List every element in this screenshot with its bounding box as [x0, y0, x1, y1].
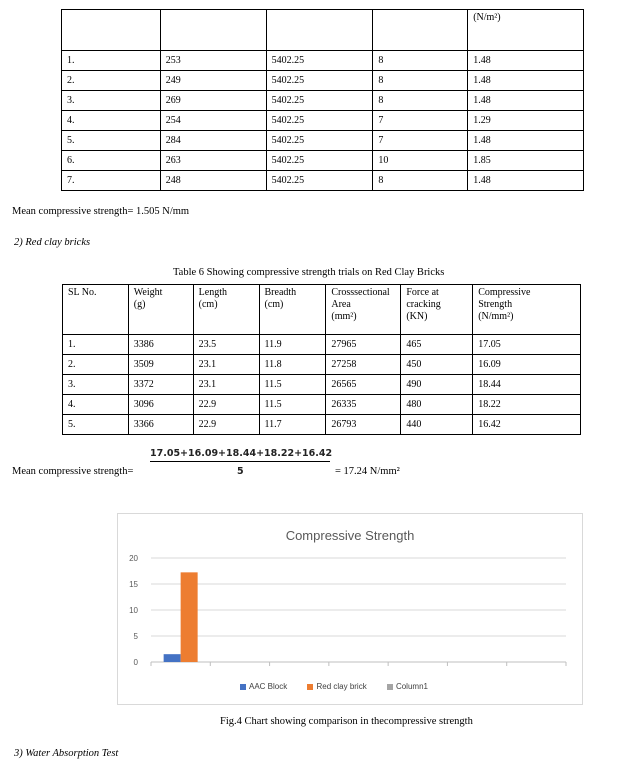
- bar-red-clay-brick: [181, 572, 198, 662]
- section-heading-red-clay: 2) Red clay bricks: [14, 237, 91, 248]
- table-row: [62, 171, 584, 191]
- y-tick-label: 10: [129, 606, 138, 615]
- table-cell: 5402.25: [266, 131, 373, 151]
- table-cell: 480: [401, 395, 473, 415]
- header-line: (cm): [198, 299, 218, 310]
- header-line: Force at: [406, 287, 439, 298]
- table-header-cell: (N/m²): [468, 10, 584, 51]
- table-cell: 16.09: [473, 355, 581, 375]
- table-cell: 253: [160, 51, 266, 71]
- table-cell: 5402.25: [266, 151, 373, 171]
- table-cell: 284: [160, 131, 266, 151]
- table-cell: 450: [401, 355, 473, 375]
- table-cell: 11.9: [259, 335, 326, 355]
- table-row: [63, 395, 581, 415]
- chart-plot: [118, 514, 582, 704]
- table-cell: 5402.25: [266, 51, 373, 71]
- table-row: [63, 375, 581, 395]
- header-line: (mm²): [331, 311, 357, 322]
- table-header-cell: [326, 285, 401, 335]
- table-cell: 7.: [62, 171, 161, 191]
- table-header-cell: [128, 285, 193, 335]
- legend-label: Column1: [395, 682, 428, 691]
- table-cell: 27258: [326, 355, 401, 375]
- header-line: (g): [133, 299, 146, 310]
- table-cell: 11.5: [259, 375, 326, 395]
- table-header-cell: [401, 285, 473, 335]
- table-cell: 1.29: [468, 111, 584, 131]
- table-cell: 263: [160, 151, 266, 171]
- table-cell: 26793: [326, 415, 401, 435]
- table-cell: 22.9: [193, 395, 259, 415]
- table-cell: 5402.25: [266, 111, 373, 131]
- table-cell: 16.42: [473, 415, 581, 435]
- legend-swatch: [240, 684, 246, 690]
- header-line: Strength: [478, 299, 513, 310]
- table-cell: 3096: [128, 395, 193, 415]
- y-tick-label: 0: [133, 658, 138, 667]
- table-cell: 1.48: [468, 171, 584, 191]
- table-cell: 18.22: [473, 395, 581, 415]
- table-cell: 26565: [326, 375, 401, 395]
- header-line: Compressive: [478, 287, 531, 298]
- table-row: [62, 71, 584, 91]
- table-row: [63, 335, 581, 355]
- table-cell: 17.05: [473, 335, 581, 355]
- compressive-strength-chart: [117, 513, 583, 705]
- table-cell: 3509: [128, 355, 193, 375]
- table-cell: 2.: [63, 355, 129, 375]
- table-cell: 1.: [63, 335, 129, 355]
- red-clay-brick-table: [62, 284, 581, 435]
- table-cell: 8: [373, 71, 468, 91]
- table-header-cell: [473, 285, 581, 335]
- table-cell: 26335: [326, 395, 401, 415]
- table-caption: Table 6 Showing compressive strength trials on Red Clay Bricks: [173, 267, 445, 278]
- table-cell: 6.: [62, 151, 161, 171]
- table-cell: 7: [373, 131, 468, 151]
- chart-title: Compressive Strength: [285, 528, 415, 543]
- header-line: cracking: [406, 299, 441, 310]
- table-header-row: [63, 285, 581, 335]
- table-cell: 5402.25: [266, 171, 373, 191]
- chart-legend: [240, 682, 446, 691]
- table-row: [62, 131, 584, 151]
- legend-label: Red clay brick: [316, 682, 367, 691]
- table-header-cell: [63, 285, 129, 335]
- table-cell: 249: [160, 71, 266, 91]
- table-cell: 8: [373, 171, 468, 191]
- header-line: Breadth: [264, 287, 297, 298]
- table-row: [62, 91, 584, 111]
- table-cell: 8: [373, 91, 468, 111]
- table-header-cell: [266, 10, 373, 51]
- table-cell: 269: [160, 91, 266, 111]
- table-row: [63, 415, 581, 435]
- table-cell: 1.48: [468, 91, 584, 111]
- header-line: SL No.: [68, 287, 97, 298]
- table-cell: 18.44: [473, 375, 581, 395]
- table-cell: 7: [373, 111, 468, 131]
- table-cell: 2.: [62, 71, 161, 91]
- table-row: [62, 111, 584, 131]
- table-cell: 11.8: [259, 355, 326, 375]
- mean-strength-aac: Mean compressive strength= 1.505 N/mm: [12, 206, 190, 217]
- bar-aac-block: [164, 654, 181, 662]
- legend-swatch: [387, 684, 393, 690]
- table-cell: 248: [160, 171, 266, 191]
- table-cell: 3372: [128, 375, 193, 395]
- table-cell: 1.48: [468, 71, 584, 91]
- table-cell: 5402.25: [266, 71, 373, 91]
- formula-result: = 17.24 N/mm²: [335, 466, 400, 477]
- table-cell: 5.: [62, 131, 161, 151]
- legend-label: AAC Block: [249, 682, 288, 691]
- table-cell: 1.: [62, 51, 161, 71]
- header-line: (N/mm²): [478, 311, 514, 322]
- table-header-cell: [259, 285, 326, 335]
- table-cell: 4.: [62, 111, 161, 131]
- y-tick-label: 5: [133, 632, 138, 641]
- table-header-cell: [160, 10, 266, 51]
- aac-block-table: [61, 9, 584, 191]
- y-tick-label: 20: [129, 554, 138, 563]
- formula-label: Mean compressive strength=: [12, 466, 134, 477]
- table-cell: 23.1: [193, 375, 259, 395]
- table-cell: 11.5: [259, 395, 326, 415]
- legend-item-red-clay: [307, 682, 366, 691]
- table-cell: 23.5: [193, 335, 259, 355]
- table-row: [62, 51, 584, 71]
- header-line: Area: [331, 299, 351, 310]
- table-cell: 3386: [128, 335, 193, 355]
- table-cell: 5402.25: [266, 91, 373, 111]
- section-heading-water-absorption: 3) Water Absorption Test: [14, 748, 119, 759]
- table-cell: 465: [401, 335, 473, 355]
- table-cell: 27965: [326, 335, 401, 355]
- table-cell: 5.: [63, 415, 129, 435]
- header-line: Crosssectional: [331, 287, 390, 298]
- formula-denominator: 5: [237, 466, 244, 477]
- table-cell: 490: [401, 375, 473, 395]
- header-line: (cm): [264, 299, 284, 310]
- fraction-bar: [150, 461, 330, 462]
- legend-item-aac: [240, 682, 287, 691]
- legend-swatch: [307, 684, 313, 690]
- table-cell: 22.9: [193, 415, 259, 435]
- table-cell: 440: [401, 415, 473, 435]
- figure-caption: Fig.4 Chart showing comparison in thecompressive strength: [220, 716, 473, 727]
- table-cell: 3.: [62, 91, 161, 111]
- table-cell: 3366: [128, 415, 193, 435]
- table-cell: 1.48: [468, 51, 584, 71]
- y-tick-label: 15: [129, 580, 138, 589]
- table-cell: 3.: [63, 375, 129, 395]
- table-cell: 254: [160, 111, 266, 131]
- table-cell: 10: [373, 151, 468, 171]
- table-cell: 11.7: [259, 415, 326, 435]
- table-cell: 4.: [63, 395, 129, 415]
- legend-item-column1: [387, 682, 428, 691]
- formula-numerator: 17.05+16.09+18.44+18.22+16.42: [150, 448, 333, 459]
- table-header-cell: [373, 10, 468, 51]
- table-cell: 1.85: [468, 151, 584, 171]
- table-row: [63, 355, 581, 375]
- table-header-cell: [62, 10, 161, 51]
- table-cell: 8: [373, 51, 468, 71]
- table-header-cell: [193, 285, 259, 335]
- header-line: Length: [198, 287, 227, 298]
- header-line: Weight: [133, 287, 163, 298]
- table-cell: 23.1: [193, 355, 259, 375]
- table-cell: 1.48: [468, 131, 584, 151]
- header-line: (KN): [406, 311, 428, 322]
- table-row: [62, 151, 584, 171]
- table-header-row: [62, 10, 584, 51]
